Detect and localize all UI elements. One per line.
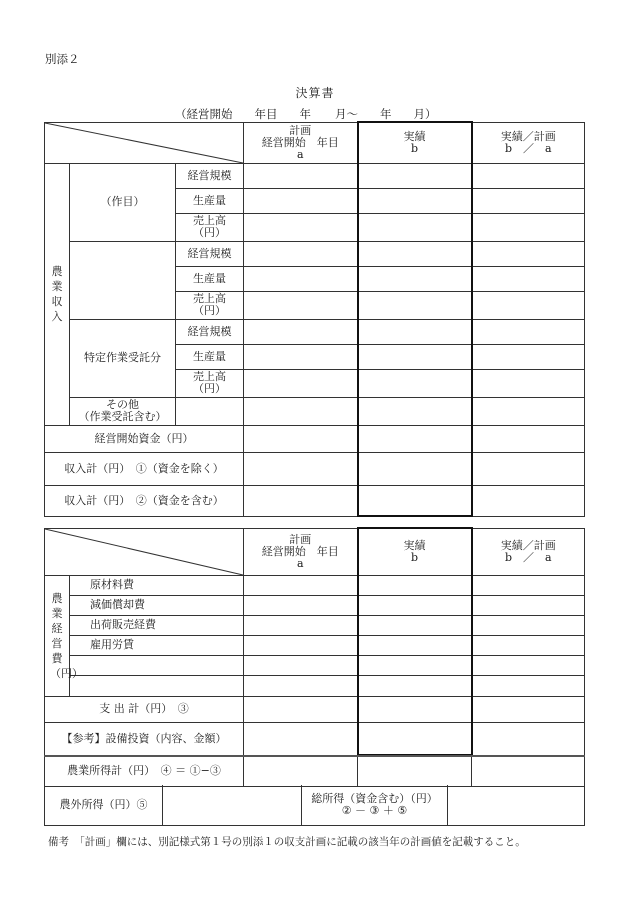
expense-header-diagonal-cell	[45, 528, 244, 575]
other-actual[interactable]	[358, 397, 472, 425]
nonfarm-income-value[interactable]	[163, 785, 302, 825]
g2-output-label: 生産量	[176, 266, 244, 291]
g3-scale-plan[interactable]	[244, 319, 358, 344]
g1-output-ratio[interactable]	[472, 188, 585, 213]
expense-item-5-plan[interactable]	[244, 675, 358, 696]
expense-item-2: 出荷販売経費	[70, 615, 244, 635]
group2-label	[70, 241, 176, 319]
income-total1-actual[interactable]	[358, 452, 472, 485]
g1-sales-label	[176, 213, 244, 241]
expense-item-3-ratio[interactable]	[472, 635, 585, 655]
g1-sales-ratio[interactable]	[472, 213, 585, 241]
expense-item-3-actual[interactable]	[358, 635, 472, 655]
other-label-2: （作業受託含む）	[78, 410, 167, 423]
income-section-text: 農業収入	[51, 265, 63, 323]
g3-scale-ratio[interactable]	[472, 319, 585, 344]
actual-header-line2: b	[410, 141, 419, 155]
g1-output-label: 生産量	[176, 188, 244, 213]
g2-scale-ratio[interactable]	[472, 241, 585, 266]
other-label	[70, 397, 176, 425]
expense-item-1-plan[interactable]	[244, 595, 358, 615]
expense-item-0-actual[interactable]	[358, 575, 472, 595]
reference-actual[interactable]	[358, 722, 472, 755]
g3-output-actual[interactable]	[358, 344, 472, 369]
plan-header-line3: a	[296, 147, 304, 161]
expense-item-2-actual[interactable]	[358, 615, 472, 635]
g3-output-plan[interactable]	[244, 344, 358, 369]
income-total2-plan[interactable]	[244, 485, 358, 516]
capital-ratio[interactable]	[472, 425, 585, 452]
g2-scale-actual[interactable]	[358, 241, 472, 266]
expense-section-text: 農業経営費（円）	[50, 591, 83, 680]
farm-income-actual[interactable]	[358, 756, 472, 786]
g2-scale-label: 経営規模	[176, 241, 244, 266]
expense-section-label	[45, 575, 83, 696]
reference-plan[interactable]	[244, 722, 358, 755]
g3-sales-plan[interactable]	[244, 369, 358, 397]
expense-item-5	[70, 675, 244, 696]
capital-actual[interactable]	[358, 425, 472, 452]
plan-header-line2: 経営開始 年目	[261, 135, 339, 149]
period-prefix: （経営開始	[175, 107, 233, 121]
g3-sales-actual[interactable]	[358, 369, 472, 397]
plan-header-line1: 計画	[289, 123, 312, 137]
g1-sales-plan[interactable]	[244, 213, 358, 241]
g3-sales-label-1: 売上高	[193, 370, 226, 383]
g2-output-plan[interactable]	[244, 266, 358, 291]
ratio-header-line1: 実績／計画	[500, 129, 556, 143]
g1-sales-label-1: 売上高	[193, 214, 226, 227]
actual-header-line1: 実績	[403, 129, 426, 143]
expense-plan-header-line3: a	[296, 556, 304, 570]
g2-sales-label	[176, 291, 244, 319]
expense-ratio-header	[472, 528, 585, 575]
g1-output-actual[interactable]	[358, 188, 472, 213]
g1-scale-plan[interactable]	[244, 163, 358, 188]
expense-item-4-ratio[interactable]	[472, 655, 585, 675]
expense-item-0: 原材料費	[70, 575, 244, 595]
capital-plan[interactable]	[244, 425, 358, 452]
expense-item-4	[70, 655, 244, 675]
expense-actual-header-line2: b	[410, 550, 419, 564]
expense-total-ratio[interactable]	[472, 696, 585, 722]
g2-sales-actual[interactable]	[358, 291, 472, 319]
plan-header	[244, 122, 358, 163]
period-year-label: 年目	[254, 107, 278, 121]
farm-income-ratio[interactable]	[472, 756, 585, 786]
expense-total-actual[interactable]	[358, 696, 472, 722]
expense-item-3-plan[interactable]	[244, 635, 358, 655]
expense-item-0-plan[interactable]	[244, 575, 358, 595]
expense-total-plan[interactable]	[244, 696, 358, 722]
actual-header	[358, 122, 472, 163]
other-label-1: その他	[106, 398, 139, 411]
income-total2-actual[interactable]	[358, 485, 472, 516]
income-section-label	[45, 163, 70, 425]
expense-total-label: 支 出 計（円） ③	[45, 696, 244, 722]
expense-item-1: 減価償却費	[70, 595, 244, 615]
g2-scale-plan[interactable]	[244, 241, 358, 266]
expense-plan-header-line1: 計画	[289, 532, 312, 546]
g3-scale-actual[interactable]	[358, 319, 472, 344]
income-table	[44, 121, 585, 517]
g2-sales-label-2: （円）	[193, 304, 226, 317]
period-nen1: 年	[299, 107, 311, 121]
farm-income-label: 農業所得計（円） ④ ＝ ①−③	[45, 756, 244, 786]
income-summary-table	[44, 785, 585, 826]
g3-sales-label	[176, 369, 244, 397]
g3-output-label: 生産量	[176, 344, 244, 369]
reference-label: 【参考】設備投資（内容、金額）	[45, 722, 244, 755]
income-total1-label: 収入計（円） ①（資金を除く）	[45, 452, 244, 485]
income-total1-ratio[interactable]	[472, 452, 585, 485]
group1-label: （作目）	[70, 163, 176, 241]
expense-actual-header-line1: 実績	[403, 538, 426, 552]
reference-ratio[interactable]	[472, 722, 585, 755]
expense-item-1-ratio[interactable]	[472, 595, 585, 615]
g3-sales-ratio[interactable]	[472, 369, 585, 397]
g1-scale-actual[interactable]	[358, 163, 472, 188]
gross-income-label-1: 総所得（資金含む）（円）	[311, 791, 438, 805]
ratio-header	[472, 122, 585, 163]
header-diagonal-cell	[45, 122, 244, 163]
g1-sales-label-2: （円）	[193, 226, 226, 239]
gross-income-label-2: ② － ③ ＋ ⑤	[341, 803, 408, 817]
expense-actual-header	[358, 528, 472, 575]
expense-table	[44, 527, 585, 756]
expense-item-5-actual[interactable]	[358, 675, 472, 696]
expense-item-2-ratio[interactable]	[472, 615, 585, 635]
gross-income-label	[302, 785, 448, 825]
period-line	[175, 106, 437, 122]
g1-scale-ratio[interactable]	[472, 163, 585, 188]
document-label: 別添２	[45, 52, 80, 66]
expense-item-4-plan[interactable]	[244, 655, 358, 675]
expense-plan-header-line2: 経営開始 年目	[261, 544, 339, 558]
nonfarm-income-label: 農外所得（円）⑤	[45, 785, 163, 825]
other-plan[interactable]	[244, 397, 358, 425]
expense-item-5-ratio[interactable]	[472, 675, 585, 696]
g2-sales-ratio[interactable]	[472, 291, 585, 319]
income-total2-label: 収入計（円） ②（資金を含む）	[45, 485, 244, 516]
document-title: 決算書	[295, 86, 335, 100]
expense-ratio-header-line2: b ／ a	[504, 550, 552, 564]
period-nen2: 年	[380, 107, 392, 121]
g3-sales-label-2: （円）	[193, 382, 226, 395]
expense-plan-header	[244, 528, 358, 575]
g1-sales-actual[interactable]	[358, 213, 472, 241]
remarks-note: 備考 「計画」欄には、別記様式第１号の別添１の収支計画に記載の該当年の計画値を記載すること。	[48, 836, 526, 848]
summary-table	[44, 755, 585, 787]
g3-output-ratio[interactable]	[472, 344, 585, 369]
expense-ratio-header-line1: 実績／計画	[500, 538, 556, 552]
g2-sales-plan[interactable]	[244, 291, 358, 319]
farm-income-plan[interactable]	[244, 756, 358, 786]
g3-scale-label: 経営規模	[176, 319, 244, 344]
period-month-from: 月〜	[335, 107, 358, 121]
g1-output-plan[interactable]	[244, 188, 358, 213]
group3-label: 特定作業受託分	[70, 319, 176, 397]
expense-item-3: 雇用労賃	[70, 635, 244, 655]
other-ratio[interactable]	[472, 397, 585, 425]
expense-item-4-actual[interactable]	[358, 655, 472, 675]
g2-output-actual[interactable]	[358, 266, 472, 291]
other-spacer	[176, 397, 244, 425]
g2-output-ratio[interactable]	[472, 266, 585, 291]
expense-item-2-plan[interactable]	[244, 615, 358, 635]
g1-scale-label: 経営規模	[176, 163, 244, 188]
income-total2-ratio[interactable]	[472, 485, 585, 516]
ratio-header-line2: b ／ a	[504, 141, 552, 155]
expense-item-0-ratio[interactable]	[472, 575, 585, 595]
income-total1-plan[interactable]	[244, 452, 358, 485]
period-month-to: 月）	[413, 107, 437, 121]
expense-item-1-actual[interactable]	[358, 595, 472, 615]
gross-income-value[interactable]	[448, 785, 585, 825]
g2-sales-label-1: 売上高	[193, 292, 226, 305]
capital-label: 経営開始資金（円）	[45, 425, 244, 452]
